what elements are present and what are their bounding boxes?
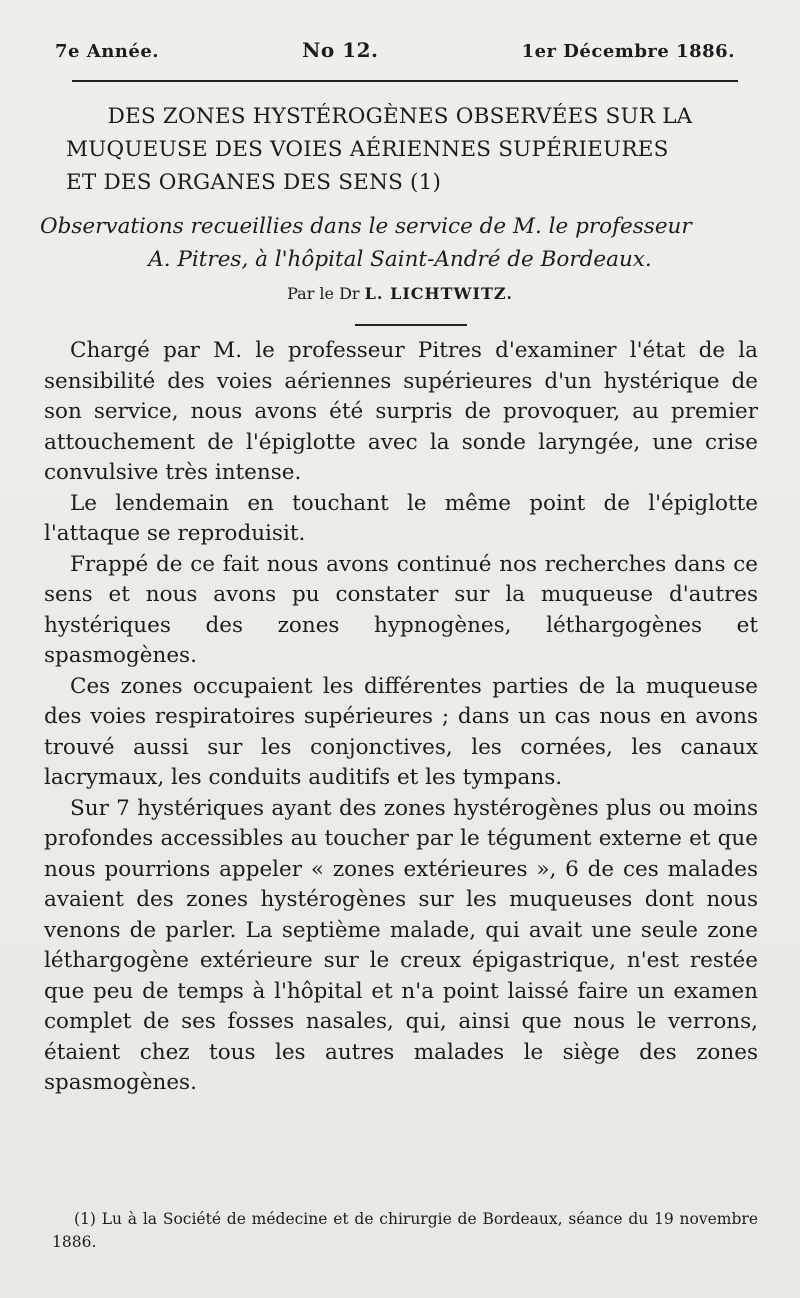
paragraph: Frappé de ce fait nous avons continué nos recherches dans ce sens et nous avons pu constater sur la muqueuse d'autres hystériques des zones hypnogènes, léthargogènes et spasmogènes.: [44, 551, 758, 668]
header-date: 1er Décembre 1886.: [521, 41, 735, 62]
author-name: L. LICHTWITZ.: [364, 284, 513, 303]
article-body: [44, 336, 758, 1099]
article-title: [40, 100, 760, 199]
footnote: (1) Lu à la Société de médecine et de chirurgie de Bordeaux, séance du 19 novembre 1886.: [52, 1210, 758, 1251]
title-line-1: DES ZONES HYSTÉROGÈNES OBSERVÉES SUR LA: [107, 104, 693, 129]
running-header: [55, 38, 735, 62]
paragraph: Ces zones occupaient les différentes parties de la muqueuse des voies respiratoires supérieures ; dans un cas nous en avons trouvé aussi sur les conjonctives, les cornées, les canaux lacrymaux, les conduits auditifs et les tympans.: [44, 673, 758, 790]
title-line-3: ET DES ORGANES DES SENS (1): [66, 170, 442, 195]
header-year: 7e Année.: [55, 41, 160, 62]
paragraph: Sur 7 hystériques ayant des zones hystérogènes plus ou moins profondes accessibles au toucher par le tégument externe et que nous pourrions appeler « zones extérieures », 6 de ces malades avaient des zones hystérogènes sur les muqueuses dont nous venons de parler. La septième malade, qui avait une seule zone léthargogène extérieure sur le creux épigastrique, n'est restée que peu de temps à l'hôpital et n'a point laissé faire un examen complet de ses fosses nasales, qui, ainsi que nous le verrons, étaient chez tous les autres malades le siège des zones spasmogènes.: [44, 795, 758, 1095]
article-subtitle: [40, 210, 760, 276]
section-rule: [355, 324, 467, 326]
header-rule: [72, 80, 738, 82]
paragraph: Le lendemain en touchant le même point de l'épiglotte l'attaque se reproduisit.: [44, 490, 758, 546]
byline: [0, 284, 800, 303]
byline-prefix: Par le Dr: [287, 284, 360, 303]
title-line-2: MUQUEUSE DES VOIES AÉRIENNES SUPÉRIEURES: [66, 137, 669, 162]
paragraph: Chargé par M. le professeur Pitres d'examiner l'état de la sensibilité des voies aériennes supérieures d'un hystérique de son service, nous avons été surpris de provoquer, au premier attouchement de l'épiglotte avec la sonde laryngée, une crise convulsive très intense.: [44, 338, 758, 485]
subtitle-line-1: Observations recueillies dans le service de M. le professeur: [40, 214, 692, 239]
subtitle-line-2: A. Pitres, à l'hôpital Saint-André de Bordeaux.: [148, 247, 652, 272]
header-issue-number: No 12.: [302, 38, 379, 62]
